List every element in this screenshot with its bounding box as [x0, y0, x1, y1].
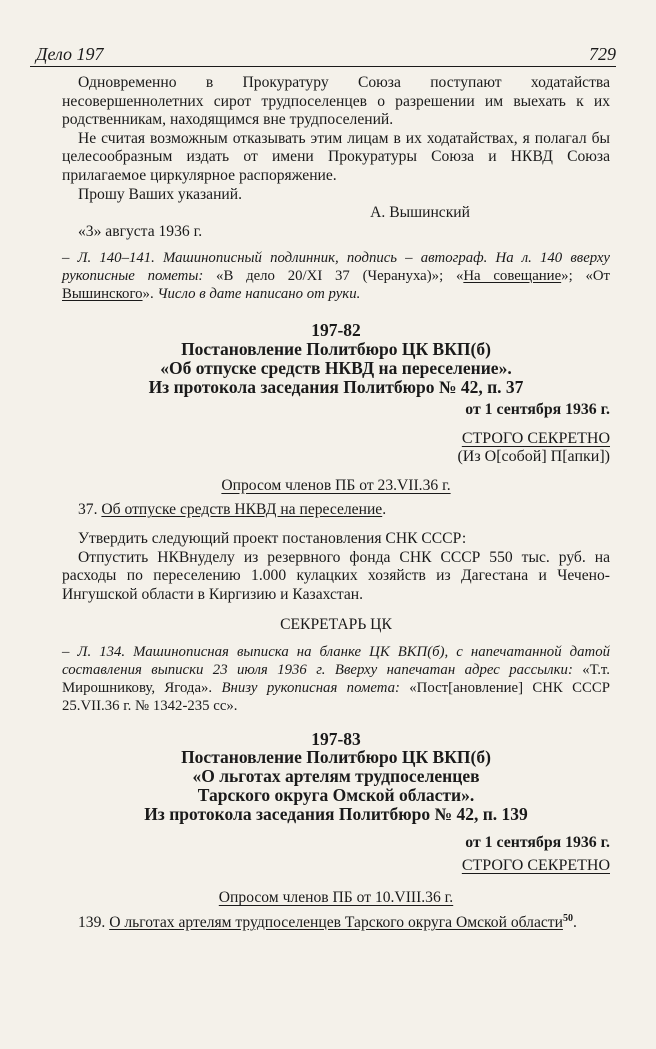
letter-date: «3» августа 1936 г.: [78, 222, 203, 240]
paragraph: Утвердить следующий проект постановления СНК СССР:: [78, 529, 467, 547]
item-title: Об отпуске средств НКВД на переселение: [101, 501, 383, 519]
document-title: Постановление Политбюро ЦК ВКП(б): [181, 747, 491, 768]
document-title: Постановление Политбюро ЦК ВКП(б): [181, 338, 491, 359]
document-title: «Об отпуске средств НКВД на переселение».: [160, 357, 512, 378]
paragraph: Не считая возможным отказывать этим лицам в их ходатайствах, я полагал бы целесообразным издать от имени Прокуратуры Союза и НКВД Союза прилагаемое циркулярное распоряжение.: [62, 129, 610, 184]
note-text: »; «От: [561, 268, 610, 285]
note-text: Число в дате написано от руки.: [157, 286, 361, 303]
document-title: «О льготах артелям трудпоселенцев: [192, 766, 480, 787]
document-number: 197-82: [311, 320, 361, 341]
paragraph: Прошу Ваших указаний.: [78, 185, 243, 203]
document-title: Из протокола заседания Политбюро № 42, п. 37: [148, 376, 524, 397]
poll-line: Опросом членов ПБ от 23.VII.36 г.: [221, 476, 451, 494]
item-end: .: [382, 501, 387, 519]
poll-line: Опросом членов ПБ от 10.VIII.36 г.: [218, 889, 454, 907]
agenda-item: [62, 501, 610, 520]
note-text: «Т.т. Мирошникову, Ягода».: [62, 661, 610, 696]
document-title: Из протокола заседания Политбюро № 42, п. 139: [144, 804, 528, 825]
note-underlined: Вышинского: [62, 286, 143, 303]
document-date: от 1 сентября 1936 г.: [465, 834, 610, 852]
archival-note: [62, 643, 610, 715]
secretary-signature: СЕКРЕТАРЬ ЦК: [280, 616, 392, 634]
classification-stamp: СТРОГО СЕКРЕТНО: [461, 856, 610, 874]
item-title: О льготах артелям трудпоселенцев Тарского округа Омской области: [109, 914, 563, 932]
paragraph: Одновременно в Прокуратуру Союза поступают ходатайства несовершеннолетних сирот трудпоселенцев о разрешении им выехать к их родственникам, находящимся вне трудпоселений.: [62, 74, 610, 129]
footnote-marker: 50: [562, 913, 573, 925]
page-number: 729: [589, 44, 616, 64]
classification-stamp: СТРОГО СЕКРЕТНО: [461, 429, 610, 447]
document-title: Тарского округа Омской области».: [197, 785, 475, 806]
page-body: [62, 74, 610, 933]
archival-note: [62, 249, 610, 303]
document-number: 197-83: [311, 728, 361, 749]
note-text: Внизу рукописная помета:: [212, 679, 410, 696]
item-number: 37.: [78, 501, 102, 519]
spacer: [62, 520, 610, 530]
note-text: – Л. 134. Машинописная выписка на бланке ЦК ВКП(б), с напечатанной датой составления выписки 23 июля 1936 г. Вверху напечатан адрес рассылки:: [62, 643, 610, 678]
running-title: Дело 197: [36, 44, 104, 64]
note-text: «В дело 20/XI 37 (Черануха)»; «: [216, 268, 464, 285]
page-header: [30, 40, 616, 67]
document-date: от 1 сентября 1936 г.: [465, 400, 610, 418]
note-text: «Пост[ановление] СНК СССР 25.VII.36 г. № 1342-235 сс».: [62, 679, 610, 714]
note-text: – Л. 140–141. Машинописный подлинник, подпись – автограф. На л. 140 вверху рукописные пометы:: [62, 250, 610, 285]
note-text: ».: [142, 286, 158, 303]
signature: А. Вышинский: [370, 204, 470, 222]
paragraph: Отпустить НКВнуделу из резервного фонда СНК СССР 550 тыс. руб. на расходы по переселению 1.000 кулацких хозяйств из Дагестана и Чечено-Ингушской области в Киргизию и Казахстан.: [62, 548, 610, 603]
folder-note: (Из О[собой] П[апки]): [457, 448, 610, 466]
item-end: .: [572, 914, 577, 932]
agenda-item: [62, 910, 610, 933]
note-underlined: На совещание: [463, 268, 562, 285]
item-number: 139.: [78, 914, 110, 932]
